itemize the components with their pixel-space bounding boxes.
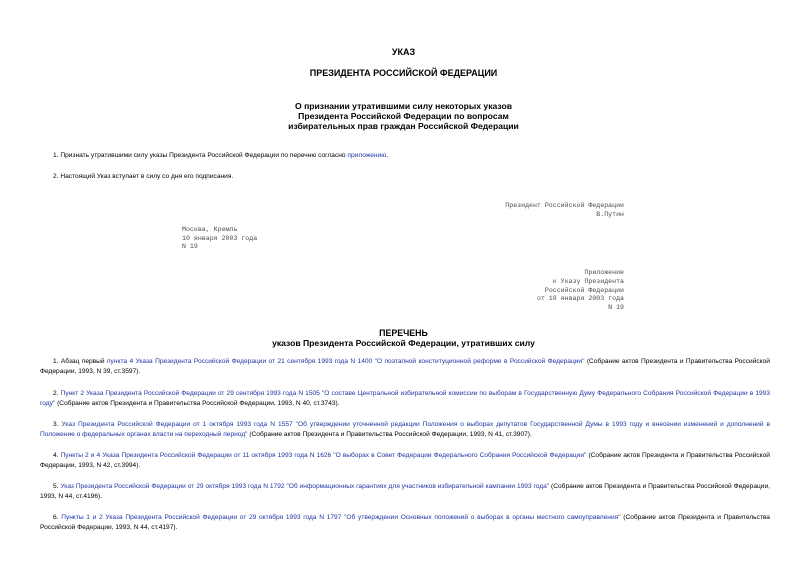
appendix-line: к Указу Президента [552,278,624,285]
list-item-prefix: 2. [53,390,61,397]
decree-issuer: ПРЕЗИДЕНТА РОССИЙСКОЙ ФЕДЕРАЦИИ [309,68,498,78]
list-item [40,389,770,409]
list-item-source: (Собрание актов Президента и Правительства Российской Федерации, 1993, N 44, ст.4196). [40,483,770,500]
list-item-source: (Собрание актов Президента и Правительства Российской Федерации, 1993, N 39, ст.3597). [40,358,770,375]
decree-heading-line: избирательных прав граждан Российской Федерации [288,121,519,131]
list-item [40,420,770,440]
list-item-source: (Собрание актов Президента и Правительства Российской Федерации, 1993, N 42, ст.3994). [40,452,770,469]
list-item-prefix: 3. [53,421,62,428]
decree-link[interactable]: Указ Президента Российской Федерации от 1 октября 1993 года N 1557 "Об утверждении уточненной редакции Положения о выборах депутатов Государственной Думы в 1993 году и внесении изменений и дополнений в Положение о федеральных органах власти на переходный период" [40,421,770,438]
appendix-line: N 19 [608,304,624,311]
list-item-source: (Собрание актов Президента и Правительства Российской Федерации, 1993, N 41, ст.3907). [247,431,532,438]
decree-link[interactable]: Пункты 1 и 2 Указа Президента Российской Федерации от 29 октября 1993 года N 1797 "Об утверждении Основных положений о выборах в органы местного самоуправления" [61,514,621,521]
decree-link[interactable]: Пункты 2 и 4 Указа Президента Российской Федерации от 11 октября 1993 года N 1626 "О выборах в Совет Федерации Федерального Собрания Российской Федерации" [60,452,587,459]
decree-paragraph-1 [40,151,770,161]
list-item-source: (Собрание актов Президента и Правительства Российской Федерации, 1993, N 44, ст.4197). [40,514,770,531]
list-item-source: (Собрание актов Президента и Правительства Российской Федерации, 1993, N 40, ст.3743). [55,400,340,407]
decree-link[interactable]: пункта 4 Указа Президента Российской Федерации от 21 сентября 1993 года N 1400 "О поэтапной конституционной реформе в Российской Федерации" [106,358,585,365]
date: 10 января 2003 года [182,235,258,242]
signature-name: В.Путин [596,211,624,218]
list-item-prefix: 4. [53,452,61,459]
appendix-link[interactable]: приложению [347,152,387,159]
list-item-prefix: 6. [53,514,62,521]
place: Москва, Кремль [182,226,238,233]
number: N 19 [182,243,198,250]
list-title: ПЕРЕЧЕНЬ [379,328,428,338]
list-item-prefix: 5. [53,483,61,490]
appendix-line: Российской Федерации [544,287,624,294]
list-item [40,357,770,377]
list-item [40,451,770,471]
decree-heading-line: О признании утратившими силу некоторых указов [295,101,512,111]
decree-link[interactable]: Указ Президента Российской Федерации от 29 октября 1993 года N 1792 "Об информационных гарантиях для участников избирательной кампании 1993 года" [60,483,550,490]
appendix-line: от 10 января 2003 года [536,295,624,302]
list-subtitle: указов Президента Российской Федерации, утративших силу [272,338,535,348]
paragraph-text: . [386,152,389,159]
decree-title: УКАЗ [391,47,416,57]
list-item [40,482,770,502]
appendix-line: Приложение [584,269,624,276]
list-item [40,513,770,533]
paragraph-text: 1. Признать утратившими силу указы Президента Российской Федерации по перечню согласно [53,152,348,159]
decree-link[interactable]: Пункт 2 Указа Президента Российской Федерации от 29 сентября 1993 года N 1505 "О составе Центральной избирательной комиссии по выборам в Государственную Думу Федерального Собрания Российской Федерации в 1993 году" [40,390,770,407]
decree-paragraph-2: 2. Настоящий Указ вступает в силу со дня его подписания. [53,173,234,180]
decree-heading-line: Президента Российской Федерации по вопросам [298,111,509,121]
list-item-prefix: 1. Абзац первый [53,358,107,365]
signature-position: Президент Российской Федерации [505,202,624,209]
